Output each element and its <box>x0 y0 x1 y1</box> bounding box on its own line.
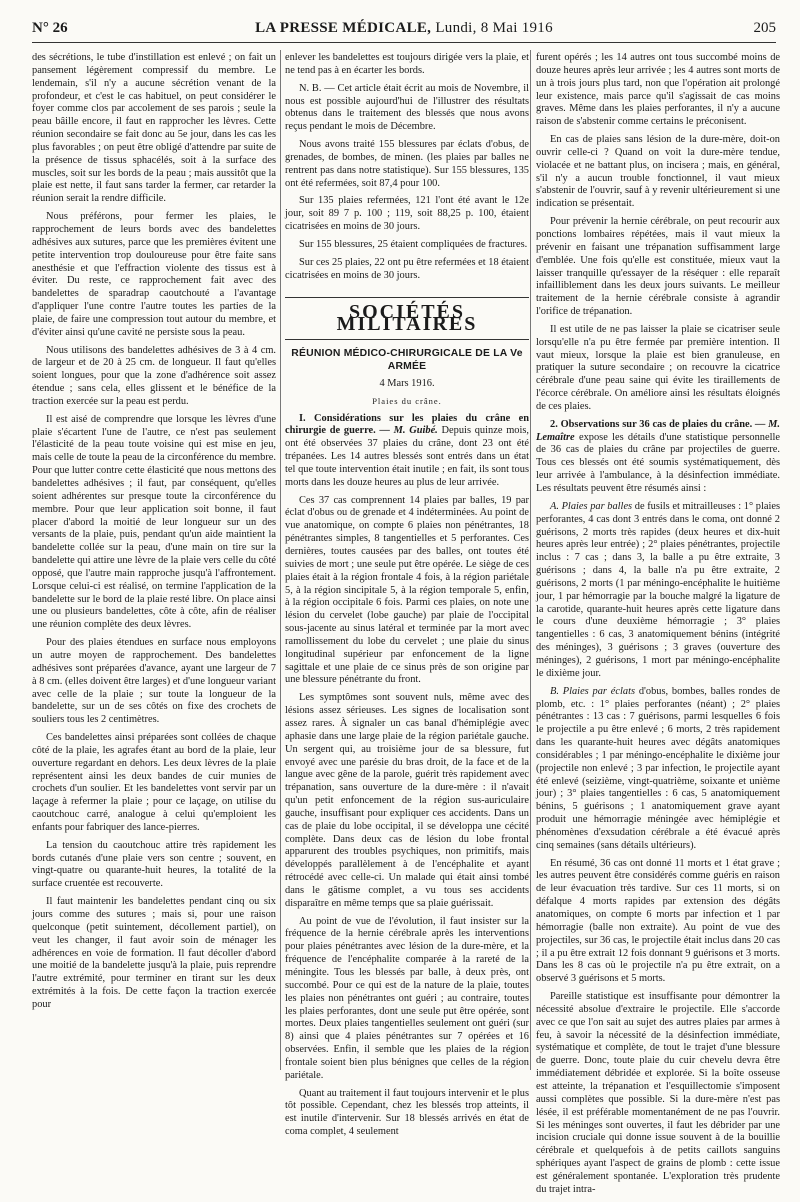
paragraph: Quant au traitement il faut toujours intervenir et le plus tôt possible. Cependant, chez les blessés trop atteints, il est inutile d'intervenir. Sur 18 blessés arrivés en état de coma complet, 4 seulement <box>285 1087 529 1138</box>
paragraph: Sur 135 plaies refermées, 121 l'ont été avant le 12e jour, soit 89 7 p. 100 ; 119, soit 88,25 p. 100, étaient cicatrisées en moins de 30 jours. <box>285 195 529 233</box>
paragraph: Nous préférons, pour fermer les plaies, le rapprochement de leurs bords avec des bandelettes adhésives aux sutures, parce que les premières évitent une petite intervention trop douloureuse pour être faite sans anesthésie et que l'effraction violente des tissus est à éviter. Du reste, ce rapprochement fait avec des bandelettes de sparadrap caoutchouté a l'avantage d'appliquer l'une contre l'autre toutes les parties de la plaie, de faire une compression tout autour du membre, et d'éviter ainsi qu'une cavité ne persiste sous la peau. <box>32 211 276 338</box>
journal-title <box>32 20 776 37</box>
issue-number: N° 26 <box>32 20 68 36</box>
nb-text: — Cet article était écrit au mois de Novembre, il nous est possible aujourd'hui de l'illustrer des résultats obtenus dans le traitement des blessés que nous avons reçus pendant le mois de Décembre. <box>285 82 529 133</box>
paragraph: Pour prévenir la hernie cérébrale, on peut recourir aux ponctions lombaires répétées, mais il vaut mieux la prévenir en faisant une trépanation suffisamment large d'emblée. Une fois qu'elle est constituée, mieux vaut la laisser tranquille qu'essayer de la réséquer : elle reparaît infailliblement dans les deux jours suivants. Le meilleur traitement de la hernie cérébrale consiste à agrandir l'orifice de trépanation. <box>536 216 780 318</box>
paragraph: En résumé, 36 cas ont donné 11 morts et 1 état grave ; les autres peuvent être considérés comme guéris en raison de leur évacuation très tardive. Sur ces 11 morts, si on défalque 4 morts rapides par extension des dégâts anatomiques, on compte 6 morts par infection et 1 par hémorragie (balle non extraite). Au point de vue des projectiles, sur 36 cas, le projectile était inclus dans 20 cas ; il a pu être extrait 12 fois donnant 9 guérisons et 3 morts. Dans les 8 cas où le projectile n'a pu être extrait, on a observé 3 guérisons et 5 morts. <box>536 857 780 985</box>
paragraph: furent opérés ; les 14 autres ont tous succombé moins de douze heures après leur arrivée ; les 4 autres sont morts de un à trois jours plus tard, non que l'opération ait prolongé leur existence, mais parce qu'il s'agissait de cas moins graves. Même dans les plaies perforantes, il n'y a aucune raison de s'abstenir comme certains le préconisent. <box>536 52 780 128</box>
paragraph: Sur ces 25 plaies, 22 ont pu être refermées et 18 étaient cicatrisées en moins de 30 jours. <box>285 256 529 281</box>
paragraph: Sur 155 blessures, 25 étaient compliquées de fractures. <box>299 238 528 250</box>
paragraph: Nous utilisons des bandelettes adhésives de 3 à 4 cm. de largeur et de 20 à 25 cm. de longueur. Il faut qu'elles soient longues, pour que la zone d'adhérence soit assez étendue ; sans cela, elles glissent et le bénéfice de la traction exercée sur la peau est perdu. <box>32 344 276 407</box>
column-1 <box>32 52 276 1017</box>
communication-author: — M. Lemaître <box>536 418 780 443</box>
paragraph: Il faut maintenir les bandelettes pendant cinq ou six jours comme des sutures ; mais si, pour une raison quelconque (petit suintement, décollement partiel), on veut les changer, il faut avoir soin de ménager les adhérences en voie de formation. Il faut décoller d'abord une moitié de la bandelette jusqu'à la plaie, puis reprendre l'autre extrémité, pour terminer en tirant sur les deux extrémités à la fois. De cette façon la traction exercée pour <box>32 896 276 1010</box>
subsection-label: A. Plaies par balles <box>550 500 633 512</box>
communication-text: Depuis quinze mois, ont été observées 37 plaies du crâne, dont 23 ont été trépanées. Les 14 autres blessés sont entrés dans un état tel que toute intervention était inutile ; en fait, ils sont tous morts dans les douze heures au plus de leur arrivée. <box>285 425 529 488</box>
communication-paragraph <box>536 419 780 496</box>
paragraph: Il est utile de ne pas laisser la plaie se cicatriser seule lorsqu'elle n'a pu être fermée par première intention. Il vaut mieux, lorsque la plaie est bien granuleuse, en pratiquer la suture secondaire ; on recouvre la cicatrice cérébrale d'une peau saine qui évite les tiraillements de l'écorce cérébrale. On améliore ainsi les résultats éloignés de ces plaies. <box>536 323 780 412</box>
column-2 <box>285 52 529 1144</box>
nb-paragraph <box>285 83 529 134</box>
subsection-text: de fusils et mitrailleuses : 1° plaies perforantes, 4 cas dont 3 entrés dans le coma, ont donné 2 guérisons, 2 morts très rapides (deux heures et dix-huit heures après leur entrée) ; 2° plaies pénétrantes, projectile inclus : 7 cas ; dans 3, la balle a pu être extraite, 3 guérisons ; dans 4, la balle n'a pu être extraite, 2 guérisons, 2 morts (1 par méningo-encéphalite le huitième jour, 1 par hémorragie par la bouche malgré la ligature de la carotide, quarante-huit heures après cette ligature dans le cours d'une deuxième hémorragie ; 3° plaies tangentielles : 6 cas, 3 anatomiquement bénins (intégrité des méninges), 3 guérisons ; 3 graves (ouverture des méninges), 2 guérisons, 1 mort par méningo-encéphalite le dixième jour. <box>536 500 781 679</box>
paragraph: En cas de plaies sans lésion de la dure-mère, doit-on ouvrir celle-ci ? Quand on voit la dure-mère tendue, violacée et ne battant plus, on incisera ; mais, en général, s'il n'y a aucun trouble fonctionnel, il vaut mieux s'abstenir de l'ouvrir, sauf à y revenir ultérieurement si une indication se présentait. <box>536 134 780 210</box>
page-header <box>32 18 776 43</box>
column-rule <box>530 50 531 1070</box>
subsection-label: B. Plaies par éclats <box>550 685 636 697</box>
paragraph: Les symptômes sont souvent nuls, même avec des lésions assez sérieuses. Les signes de localisation sont assez rares. À signaler un cas banal d'hémiplégie avec aphasie dans une large plaie de la région pariétale gauche. Un sergent qui, au troisième jour de sa blessure, fut envoyé avec une parésie du bras droit, de la face et de la langue avec gêne de la parole, guérit très rapidement avec trépanation, sans ouverture de la dure-mère : il n'avait qu'un petit enfoncement de la région sus-auriculaire gauche, insuffisant pour expliquer ces accidents. Dans un cas de plaie du lobe occipital, il se développa une cécité complète. Dans deux cas de lésion du lobe frontal apparurent des troubles psychiques, non primitifs, mais développés parallèlement à de l'encéphalite et ayant rétrocédé avec celle-ci. Un malade qui était ainsi tombé dans le gâtisme complet, a vu tous ses accidents disparaître en même temps que sa plaie guérissait. <box>285 692 529 909</box>
paragraph: Au point de vue de l'évolution, il faut insister sur la fréquence de la hernie cérébrale après les interventions pour plaies pénétrantes avec lésion de la dure-mère, et la fréquence de l'encéphalite comparée à la rareté de la méningite. Tous les blessés par balle, à deux près, ont succombé. Pour ce qui est de la nature de la plaie, toutes les plaies non pénétrantes ont guéri ; au contraire, toutes les plaies perforantes, dont une seule put être opérée, sont mortes. Deux plaies tangentielles seulement ont guéri (sur 8) ainsi que 4 plaies pénétrantes sur 7 opérées et 16 observées. Enfin, il semble que les plaies de la région frontale soient bien plus bénignes que celles de la région pariétale. <box>285 915 529 1081</box>
subsection-text: d'obus, bombes, balles rondes de plomb, etc. : 1° plaies perforantes (néant) ; 2° plaies pénétrantes : 13 cas : 7 guérisons, parmi lesquelles 6 fois le projectile a pu être enlevé ; 6 morts, 2 très rapidement dans les quarante-huit heures avec dégâts anatomiques considérables ; 1 par méningo-encéphalite le dixième jour (projectile non enlevé ; 3 par infection, le projectile ayant été enlevé (seizième, vingt-quatrième, soixante et unième jour) ; 3° plaies tangentielles : 6 cas, 5 anatomiquement bénins, 5 guérisons ; 1 anatomiquement grave ayant produit une hémorragie méningée avec hémiplégie et phénomènes d'exsudation cérébrale a été évacué après cinq semaines (sans détails ultérieurs). <box>536 685 781 851</box>
paragraph: Il est aisé de comprendre que lorsque les lèvres d'une plaie s'écartent l'une de l'autre, ce n'est pas seulement l'élasticité de la peau toute voisine qui est mise en jeu, mais celle de toute la peau de la circonférence du membre. Pour que lutter contre cette élasticité que nous mettons des bandelettes adhésives ; il faut, par conséquent, qu'elles soient adhérentes sur presque toute la circonférence du membre. Pour que leur application soit bonne, il faut placer d'abord la moitié de leur longueur sur un des versants de la plaie, puis, pendant qu'un aide maintient la bandelette collée sur la peau, d'une main on tire sur la bandelette qui attire une lèvre de la plaie vers celle du côté opposé, que l'autre main rapproche jusqu'à l'affrontement. Lorsque celui-ci est réalisé, on termine l'application de la bandelette sur le bord de la plaie resté libre. On place ainsi une ou plusieurs bandelettes, côte à côte, afin de réaliser une réunion complète des deux lèvres. <box>32 413 276 631</box>
meeting-date: 4 Mars 1916. <box>379 377 435 389</box>
journal-name: LA PRESSE MÉDICALE, <box>255 20 432 36</box>
communication-paragraph <box>285 413 529 490</box>
column-rule <box>280 50 281 1070</box>
communication-author: — M. Guibé. <box>375 425 438 437</box>
paragraph: Ces 37 cas comprennent 14 plaies par balles, 19 par éclat d'obus ou de grenade et 4 indéterminées. Au point de vue anatomique, on compte 6 plaies non pénétrantes, 18 pénétrantes simples, 8 tangentielles et 5 perforantes. Ces dernières, toutes causées par des balles, ont toutes été suivies de mort ; une seule put être opérée. Le siège de ces plaies était à la région frontale 4 fois, à la région pariétale 5, à la région sincipitale 5, à la région temporale 5, enfin, à la région occipitale 6 fois. Parmi ces plaies, on note une lésion du cervelet (lobe gauche) par plaie de l'occipital sous-jacente au sinus latéral et terminée par la mort avec ramollissement du lobe du cervelet ; une plaie du sinus longitudinal supérieur par enfoncement de la ligne sagittale et une plaie de ce sinus près de son origine par une blessure pénétrante du front. <box>285 494 529 686</box>
paragraph <box>536 686 780 853</box>
column-3 <box>536 52 780 1202</box>
paragraph: des sécrétions, le tube d'instillation est enlevé ; on fait un pansement légèrement compressif du membre. Le lendemain, s'il n'y a aucune sécrétion venant de la profondeur, et c'est le cas habituel, on peut considérer le foyer comme clos par accolement de ses parois ; seule la peau bâille encore, il faut en rapprocher les lèvres. Cette réunion secondaire se fait donc au 5e jour, dans les cas les plus favorables ; on peut être obligé d'attendre par suite de la présence de tissus sphacélés, soit à la surface des muscles, soit sur les bords de la peau ; mais aussitôt que la plaie est nette, il faut sans tarder la fermer, car retarder la réunion serait la rendre difficile. <box>32 52 276 205</box>
paragraph: La tension du caoutchouc attire très rapidement les bords cutanés d'une plaie vers son centre ; souvent, en vingt-quatre ou quarante-huit heures, la totalité de la surface cruentée est recouverte. <box>32 839 276 890</box>
communication-title: 2. Observations sur 36 cas de plaies du crâne. <box>550 418 753 430</box>
meeting-heading: RÉUNION MÉDICO-CHIRURGICALE DE LA Ve ARMÉE <box>291 348 523 373</box>
nb-label: N. B. <box>299 82 322 94</box>
paragraph: Pareille statistique est insuffisante pour démontrer la nécessité absolue d'extraire le projectile. Elle s'accorde avec ce que l'on sait au sujet des autres plaies par armes à feu, à savoir la nécessité de la désinfection immédiate, systématique et complète, de tout le trajet d'une blessure de guerre. Donc, toute plaie du cuir chevelu devra être immédiatement débridée et explorée. Si la boîte osseuse est atteinte, la trépanation et l'esquillectomie s'imposent aussi complètes que possible. Si la dure-mère n'est pas lésée, il est préférable momentanément de ne pas l'ouvrir. Si les méninges sont ouvertes, il faut les débrider par une incision cruciale qui donne issue souvent à de la bouillie cérébrale et quelquefois à de petits caillots sanguins sphériques ayant l'aspect de grains de plomb : cette issue est généralement spontanée. L'exploration très prudente du trajet intra- <box>536 991 780 1195</box>
paragraph <box>536 501 780 681</box>
paragraph: enlever les bandelettes est toujours dirigée vers la plaie, et ne tend pas à en écarter les bords. <box>285 52 529 76</box>
paragraph: Pour des plaies étendues en surface nous employons un autre moyen de rapprochement. Des bandelettes adhésives sont préparées d'avance, ayant une largeur de 7 à 8 cm. (elles doivent être larges) et d'une longueur variant avec celle de la plaie ; sur toute la longueur de la bandelette, sur un de ses côtés on fixe des crochets de souliers tous les 2 centimètres. <box>32 637 276 726</box>
communication-text: expose les détails d'une statistique personnelle de 36 cas de plaies du crâne par projectiles de guerre. Tous ces blessés ont été soumis systématiquement, dès leur arrivée à l'ambulance, à la désinfection immédiate. Les résultats peuvent être résumés ainsi : <box>536 431 780 494</box>
communication-title: I. Considérations sur les plaies du crâne en chirurgie de guerre. <box>285 412 529 437</box>
issue-date: Lundi, 8 Mai 1916 <box>435 20 553 36</box>
section-banner: SOCIÉTÉS MILITAIRES <box>285 297 529 341</box>
paragraph: Nous avons traité 155 blessures par éclats d'obus, de grenades, de bombes, de minen. (les plaies par balles ne rentrent pas dans notre statistique). Sur 155 blessures, 135 ont été refermées, soit 87,4 pour 100. <box>285 139 529 189</box>
rubric-heading: Plaies du crâne. <box>372 395 442 406</box>
paragraph: Ces bandelettes ainsi préparées sont collées de chaque côté de la plaie, les agrafes étant au bord de la plaie, leur ouverture regardant en dehors. Les deux lèvres de la plaie représentent ainsi les deux bandes de cuir munies de crochets d'un soulier. Et les bandelettes vont servir par un laçage à refermer la plaie ; pour ce laçage, on utilise du caoutchouc carré, analogue à celui qu'emploient les enfants pour fabriquer des lance-pierres. <box>32 732 276 833</box>
page-number: 205 <box>753 20 776 36</box>
